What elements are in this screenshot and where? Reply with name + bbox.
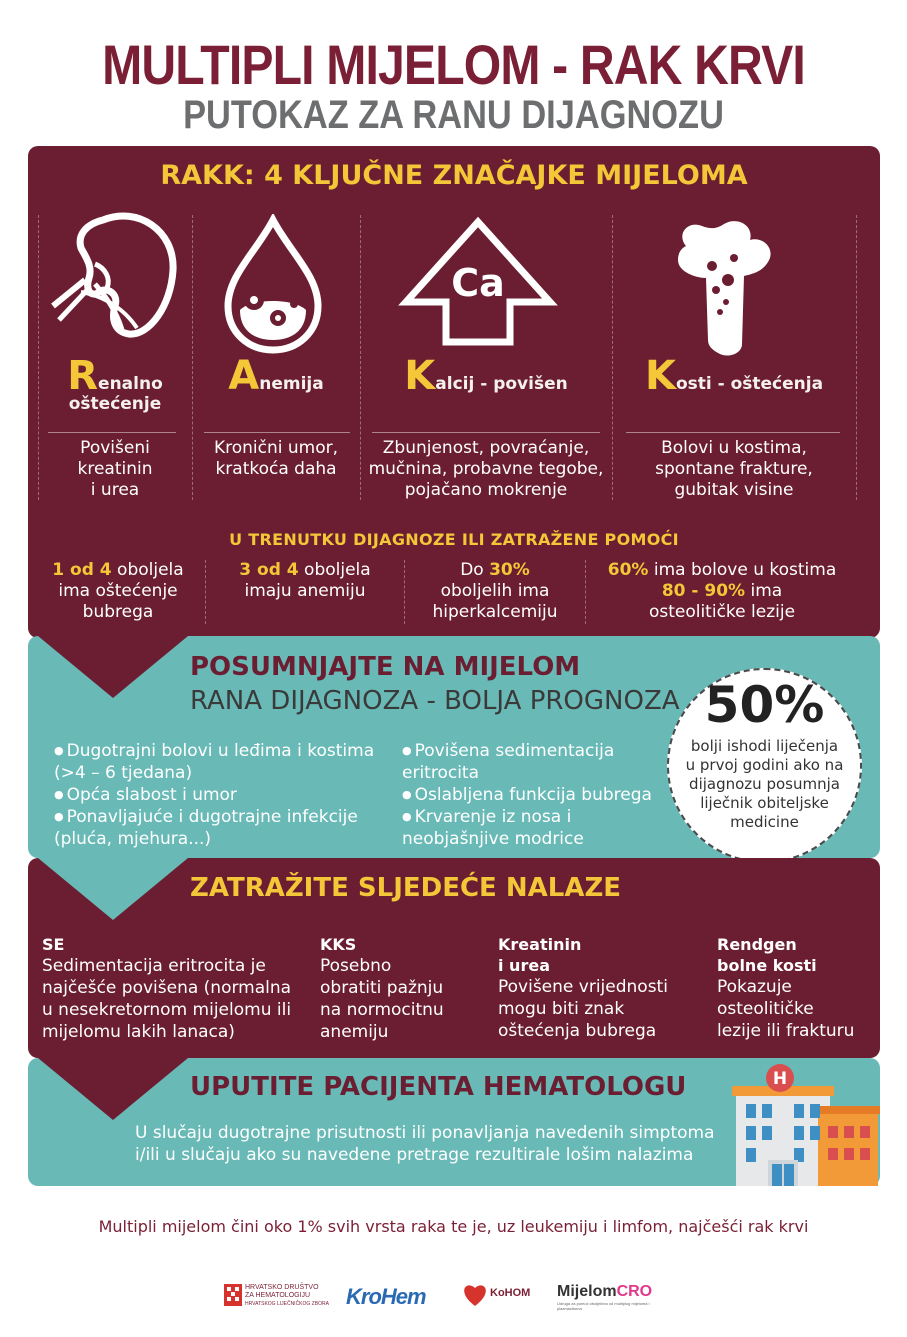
symptom-list-left [54, 740, 384, 850]
test-creatinine-head: Kreatinin i urea [498, 935, 582, 975]
divider [856, 215, 857, 500]
feature-renal-title: Renalno oštećenje [67, 353, 163, 414]
divider [192, 215, 193, 500]
test-se-body: Sedimentacija eritrocita je najčešće povišena (normalna u nesekretornom mijelomu ili mijelomu lakih lanaca) [42, 956, 292, 1042]
suspect-title: POSUMNJAJTE NA MIJELOM [190, 652, 581, 682]
list-item: ● Povišena sedimentacija eritrocita [402, 740, 664, 784]
list-item: ● Dugotrajni bolovi u leđima i kostima (>4 – 6 tjedana) [54, 740, 384, 784]
divider [360, 215, 361, 500]
list-item: ● Ponavljajuće i dugotrajne infekcije (pluća, mjehura...) [54, 806, 384, 850]
divider [204, 432, 350, 433]
symptom-list-right [402, 740, 664, 850]
arrow-notch [38, 858, 188, 922]
test-se-head: SE [42, 935, 65, 954]
divider [585, 560, 586, 624]
arrow-notch [38, 636, 188, 700]
feature-anemia-title: Anemija [228, 353, 324, 399]
feature-anemia-desc: Kronični umor, kratkoća daha [213, 438, 339, 479]
diagnosis-title: U TRENUTKU DIJAGNOZE ILI ZATRAŽENE POMOĆI [229, 530, 679, 549]
list-item: ● Oslabljena funkcija bubrega [402, 784, 664, 806]
kidney-icon [45, 208, 185, 343]
feature-renal-desc: Povišeni kreatinin i urea [77, 438, 153, 500]
test-kks-body: Posebno obratiti pažnju na normocitnu anemiju [320, 956, 444, 1042]
hospital-icon [732, 1064, 880, 1186]
bone-icon [672, 220, 782, 360]
arrow-notch [38, 1058, 188, 1122]
calcium-arrow-icon [398, 216, 558, 348]
hdh-emblem-icon [224, 1284, 242, 1306]
stat-circle-text: bolji ishodi liječenja u prvoj godini ako na dijagnozu posumnja liječnik obiteljske medicine [685, 737, 844, 831]
suspect-subtitle: RANA DIJAGNOZA - BOLJA PROGNOZA [190, 686, 680, 716]
stat-bones: 60% ima bolove u kostima 80 - 90% ima osteolitičke lezije [607, 560, 837, 622]
heart-icon [462, 1282, 488, 1308]
refer-title: UPUTITE PACIJENTA HEMATOLOGU [190, 1072, 687, 1102]
tests-title: ZATRAŽITE SLJEDEĆE NALAZE [190, 873, 622, 903]
blood-drop-icon [222, 214, 324, 354]
kohom-logo: KoHOM [462, 1280, 542, 1310]
divider [612, 215, 613, 500]
test-xray-head: Rendgen bolne kosti [717, 935, 817, 975]
feature-calcium-desc: Zbunjenost, povraćanje, mučnina, probavne tegobe, pojačano mokrenje [368, 438, 604, 500]
stat-circle-value: 50% [704, 676, 825, 734]
divider [626, 432, 840, 433]
hospital-letter: H [772, 1069, 788, 1089]
stat-renal: 1 od 4 oboljela ima oštećenje bubrega [52, 560, 184, 622]
divider [372, 432, 600, 433]
test-xray-body: Pokazuje osteolitičke lezije ili frakturu [717, 977, 855, 1041]
refer-text: U slučaju dugotrajne prisutnosti ili ponavljanja navedenih simptoma i/ili u slučaju ako su navedene pretrage rezultirale lošim nalazima [135, 1123, 715, 1165]
stat-calcium: Do 30% oboljelih ima hiperkalcemiju [432, 560, 558, 622]
rakk-title: RAKK: 4 KLJUČNE ZNAČAJKE MIJELOMA [160, 160, 748, 191]
krohem-logo: KroHem [346, 1284, 426, 1309]
mijelomcro-logo: MijelomCRO Udruga za pomoć oboljelima od multiplog mijeloma i plazmacitoma [557, 1283, 653, 1311]
test-creatinine-body: Povišene vrijednosti mogu biti znak oštećenja bubrega [498, 977, 668, 1041]
page-subtitle: PUTOKAZ ZA RANU DIJAGNOZU [183, 93, 724, 137]
footer-note: Multipli mijelom čini oko 1% svih vrsta raka te je, uz leukemiju i limfom, najčešći rak krvi [98, 1217, 809, 1236]
hdh-logo: HRVATSKO DRUŠTVO ZA HEMATOLOGIJU HRVATSKOG LIJEČNIČKOG ZBORA [224, 1282, 336, 1308]
test-kks-head: KKS [320, 935, 357, 954]
list-item: ● Krvarenje iz nosa i neobjašnjive modrice [402, 806, 664, 850]
stat-anemia: 3 od 4 oboljela imaju anemiju [239, 560, 371, 601]
calcium-symbol: Ca [451, 261, 505, 305]
feature-bones-title: Kosti - oštećenja [644, 353, 824, 399]
feature-calcium-title: Kalcij - povišen [404, 353, 568, 399]
feature-bones-desc: Bolovi u kostima, spontane frakture, gubitak visine [655, 438, 813, 500]
divider [404, 560, 405, 624]
divider [205, 560, 206, 624]
divider [38, 215, 39, 500]
page-title: MULTIPLI MIJELOM - RAK KRVI [102, 33, 805, 96]
list-item: ● Opća slabost i umor [54, 784, 384, 806]
divider [48, 432, 176, 433]
